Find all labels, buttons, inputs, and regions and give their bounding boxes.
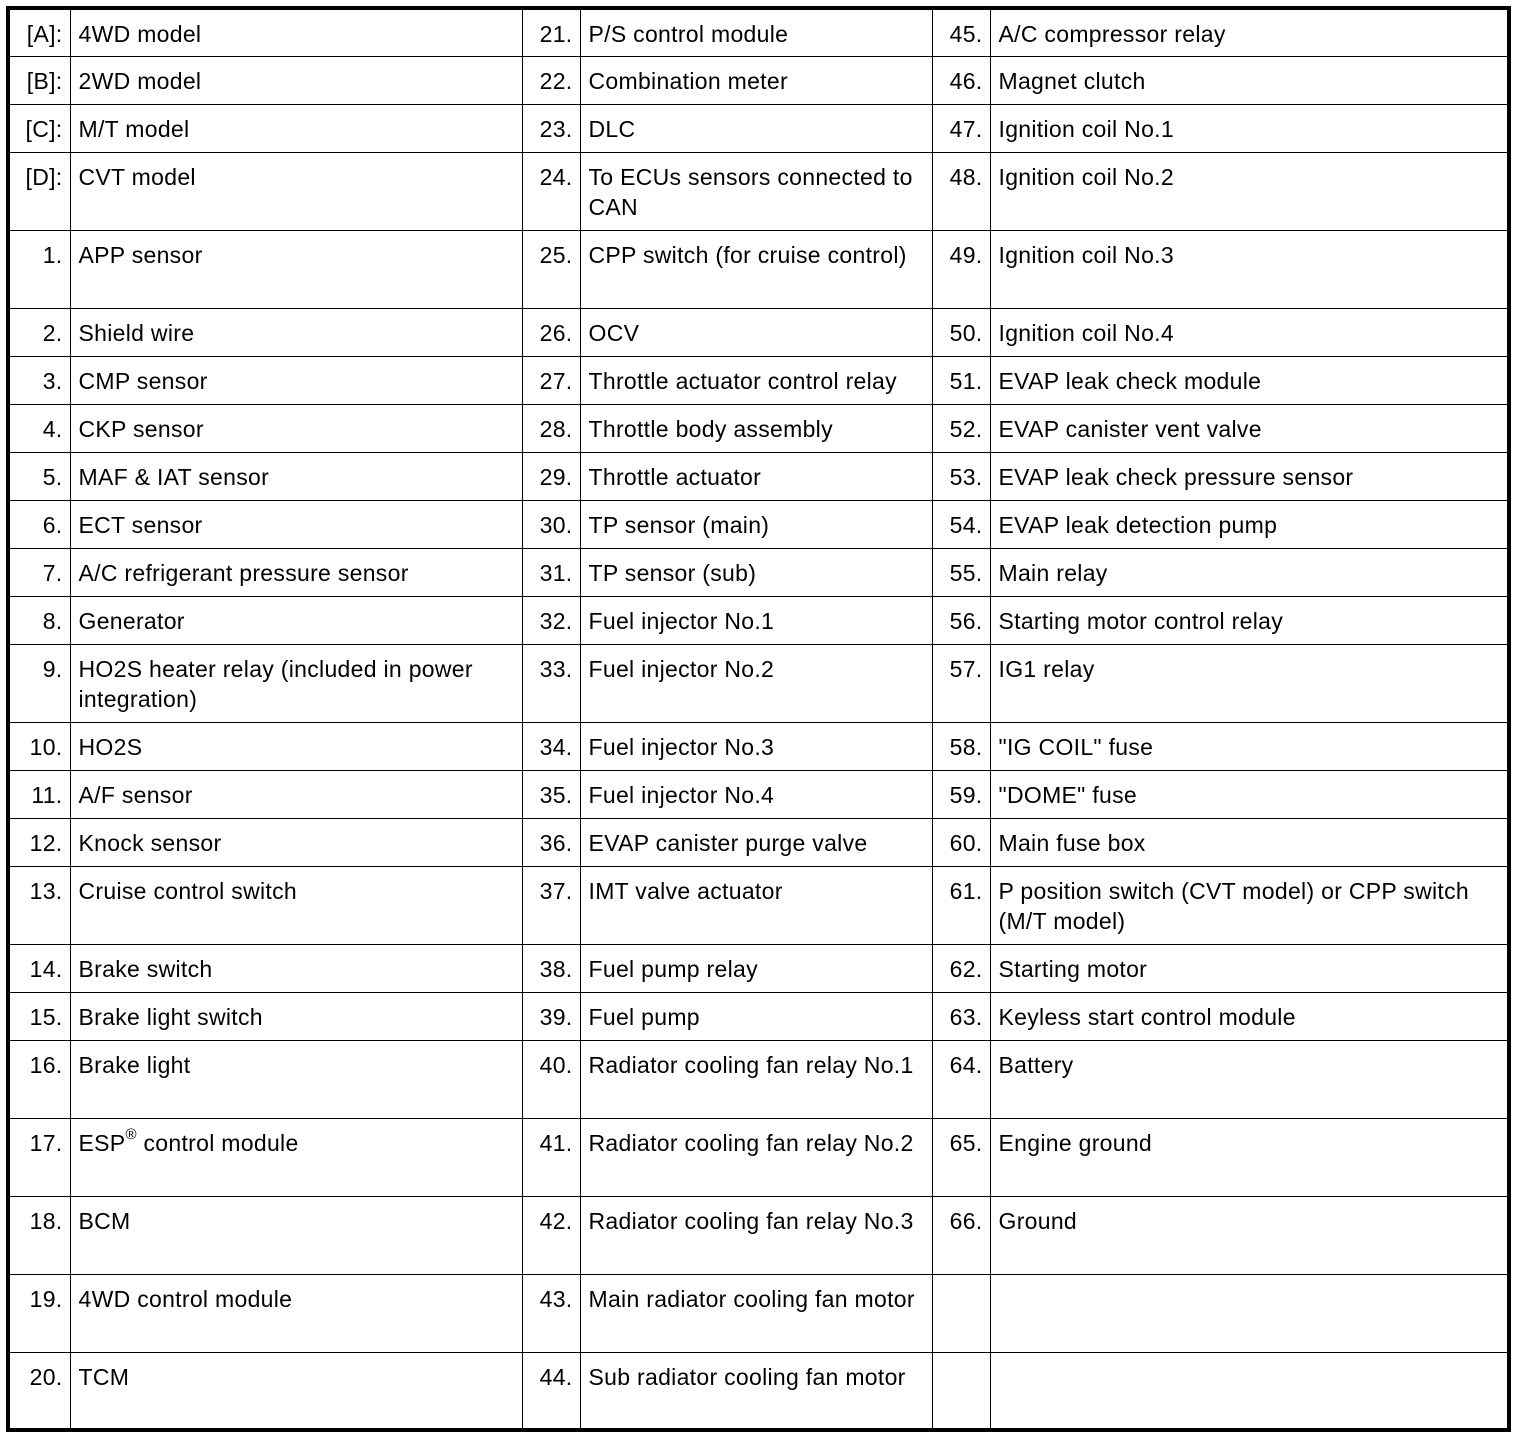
item-number: 25.: [522, 230, 580, 308]
item-number: 61.: [932, 866, 990, 944]
item-number: 11.: [8, 770, 70, 818]
item-label: M/T model: [70, 104, 522, 152]
item-label: Throttle actuator control relay: [580, 356, 932, 404]
item-number: 15.: [8, 992, 70, 1040]
item-number: 32.: [522, 596, 580, 644]
item-label: P/S control module: [580, 8, 932, 56]
item-number: 47.: [932, 104, 990, 152]
item-label: A/C compressor relay: [990, 8, 1509, 56]
item-label: HO2S: [70, 722, 522, 770]
item-number: 12.: [8, 818, 70, 866]
legend-row: [8, 644, 1509, 722]
item-label: Knock sensor: [70, 818, 522, 866]
item-label: Battery: [990, 1040, 1509, 1118]
item-number: 2.: [8, 308, 70, 356]
legend-row: [8, 404, 1509, 452]
item-number: 13.: [8, 866, 70, 944]
item-number: 40.: [522, 1040, 580, 1118]
item-label: IMT valve actuator: [580, 866, 932, 944]
item-label: EVAP canister purge valve: [580, 818, 932, 866]
item-number: 65.: [932, 1118, 990, 1196]
legend-row: [8, 1352, 1509, 1430]
legend-row: [8, 596, 1509, 644]
item-number: 19.: [8, 1274, 70, 1352]
registered-mark: ®: [125, 1125, 137, 1143]
legend-row: [8, 866, 1509, 944]
item-label: Starting motor: [990, 944, 1509, 992]
item-number: 28.: [522, 404, 580, 452]
item-label: Fuel injector No.2: [580, 644, 932, 722]
item-label: Ignition coil No.3: [990, 230, 1509, 308]
item-label: TP sensor (sub): [580, 548, 932, 596]
item-label: EVAP leak detection pump: [990, 500, 1509, 548]
item-number: 7.: [8, 548, 70, 596]
legend-row: [8, 56, 1509, 104]
item-label: Fuel pump: [580, 992, 932, 1040]
item-number: 52.: [932, 404, 990, 452]
legend-row: [8, 944, 1509, 992]
item-label: Ignition coil No.2: [990, 152, 1509, 230]
item-label: EVAP canister vent valve: [990, 404, 1509, 452]
item-number: [D]:: [8, 152, 70, 230]
legend-row: [8, 104, 1509, 152]
item-label: P position switch (CVT model) or CPP switch (M/T model): [990, 866, 1509, 944]
item-number: 59.: [932, 770, 990, 818]
item-number: 6.: [8, 500, 70, 548]
item-number: 57.: [932, 644, 990, 722]
item-number: 53.: [932, 452, 990, 500]
item-label: Fuel pump relay: [580, 944, 932, 992]
item-label: Cruise control switch: [70, 866, 522, 944]
item-number: 9.: [8, 644, 70, 722]
item-number: 49.: [932, 230, 990, 308]
item-number: 3.: [8, 356, 70, 404]
item-number: 44.: [522, 1352, 580, 1430]
item-label: OCV: [580, 308, 932, 356]
item-number: 16.: [8, 1040, 70, 1118]
item-label: MAF & IAT sensor: [70, 452, 522, 500]
item-label: Radiator cooling fan relay No.2: [580, 1118, 932, 1196]
item-number: 17.: [8, 1118, 70, 1196]
item-number: [B]:: [8, 56, 70, 104]
item-number: 10.: [8, 722, 70, 770]
item-number: 51.: [932, 356, 990, 404]
item-number: [932, 1274, 990, 1352]
legend-body: [8, 8, 1509, 1430]
item-label: Main radiator cooling fan motor: [580, 1274, 932, 1352]
item-number: 33.: [522, 644, 580, 722]
item-number: [C]:: [8, 104, 70, 152]
item-number: 50.: [932, 308, 990, 356]
item-number: 58.: [932, 722, 990, 770]
legend-row: [8, 1040, 1509, 1118]
legend-row: [8, 992, 1509, 1040]
item-label: A/F sensor: [70, 770, 522, 818]
item-label: Sub radiator cooling fan motor: [580, 1352, 932, 1430]
item-number: 66.: [932, 1196, 990, 1274]
item-label: Generator: [70, 596, 522, 644]
item-label: Combination meter: [580, 56, 932, 104]
legend-row: [8, 1196, 1509, 1274]
item-number: 22.: [522, 56, 580, 104]
item-label: 2WD model: [70, 56, 522, 104]
item-label: Radiator cooling fan relay No.1: [580, 1040, 932, 1118]
item-label: Radiator cooling fan relay No.3: [580, 1196, 932, 1274]
item-number: 63.: [932, 992, 990, 1040]
item-label: DLC: [580, 104, 932, 152]
item-label: "IG COIL" fuse: [990, 722, 1509, 770]
item-number: 8.: [8, 596, 70, 644]
legend-row: [8, 548, 1509, 596]
item-label: 4WD model: [70, 8, 522, 56]
legend-row: [8, 722, 1509, 770]
legend-row: [8, 356, 1509, 404]
item-number: 54.: [932, 500, 990, 548]
item-number: 64.: [932, 1040, 990, 1118]
item-label: EVAP leak check module: [990, 356, 1509, 404]
item-label: IG1 relay: [990, 644, 1509, 722]
item-label: Fuel injector No.1: [580, 596, 932, 644]
item-label: A/C refrigerant pressure sensor: [70, 548, 522, 596]
component-legend-table: [6, 6, 1511, 1432]
item-label: Starting motor control relay: [990, 596, 1509, 644]
legend-row: [8, 1118, 1509, 1196]
item-number: 56.: [932, 596, 990, 644]
item-number: 23.: [522, 104, 580, 152]
item-number: 62.: [932, 944, 990, 992]
legend-row: [8, 152, 1509, 230]
item-number: 37.: [522, 866, 580, 944]
item-number: 27.: [522, 356, 580, 404]
item-label: [990, 1352, 1509, 1430]
legend-row: [8, 230, 1509, 308]
item-label: CMP sensor: [70, 356, 522, 404]
item-number: 20.: [8, 1352, 70, 1430]
item-label: BCM: [70, 1196, 522, 1274]
item-label: TP sensor (main): [580, 500, 932, 548]
item-label: Main fuse box: [990, 818, 1509, 866]
item-label: CKP sensor: [70, 404, 522, 452]
item-label: ESP® control module: [70, 1118, 522, 1196]
item-label: Magnet clutch: [990, 56, 1509, 104]
item-number: 5.: [8, 452, 70, 500]
item-number: [932, 1352, 990, 1430]
item-label: 4WD control module: [70, 1274, 522, 1352]
item-number: 45.: [932, 8, 990, 56]
item-label: APP sensor: [70, 230, 522, 308]
legend-row: [8, 770, 1509, 818]
item-number: 1.: [8, 230, 70, 308]
item-label: Ignition coil No.4: [990, 308, 1509, 356]
item-number: 4.: [8, 404, 70, 452]
item-number: 42.: [522, 1196, 580, 1274]
item-label: EVAP leak check pressure sensor: [990, 452, 1509, 500]
item-number: 14.: [8, 944, 70, 992]
item-label: Ignition coil No.1: [990, 104, 1509, 152]
item-number: 30.: [522, 500, 580, 548]
item-number: 48.: [932, 152, 990, 230]
item-label: Throttle actuator: [580, 452, 932, 500]
item-number: 36.: [522, 818, 580, 866]
item-number: 18.: [8, 1196, 70, 1274]
item-label: Brake switch: [70, 944, 522, 992]
item-label: Fuel injector No.4: [580, 770, 932, 818]
item-number: 21.: [522, 8, 580, 56]
legend-row: [8, 500, 1509, 548]
item-number: 46.: [932, 56, 990, 104]
item-number: [A]:: [8, 8, 70, 56]
legend-row: [8, 818, 1509, 866]
item-number: 43.: [522, 1274, 580, 1352]
item-label: Main relay: [990, 548, 1509, 596]
item-number: 60.: [932, 818, 990, 866]
item-label: "DOME" fuse: [990, 770, 1509, 818]
legend-row: [8, 308, 1509, 356]
item-number: 29.: [522, 452, 580, 500]
item-number: 34.: [522, 722, 580, 770]
item-number: 55.: [932, 548, 990, 596]
item-number: 26.: [522, 308, 580, 356]
item-number: 41.: [522, 1118, 580, 1196]
legend-row: [8, 1274, 1509, 1352]
item-number: 24.: [522, 152, 580, 230]
item-label: Ground: [990, 1196, 1509, 1274]
item-label: TCM: [70, 1352, 522, 1430]
item-label: Fuel injector No.3: [580, 722, 932, 770]
item-number: 31.: [522, 548, 580, 596]
item-label: CVT model: [70, 152, 522, 230]
item-label: ECT sensor: [70, 500, 522, 548]
item-number: 35.: [522, 770, 580, 818]
item-label: Throttle body assembly: [580, 404, 932, 452]
item-label: Keyless start control module: [990, 992, 1509, 1040]
legend-row: [8, 452, 1509, 500]
item-number: 39.: [522, 992, 580, 1040]
item-label: HO2S heater relay (included in power integration): [70, 644, 522, 722]
item-number: 38.: [522, 944, 580, 992]
item-label: Brake light switch: [70, 992, 522, 1040]
item-label: Shield wire: [70, 308, 522, 356]
item-label: [990, 1274, 1509, 1352]
item-label: CPP switch (for cruise control): [580, 230, 932, 308]
item-label: Brake light: [70, 1040, 522, 1118]
item-label: Engine ground: [990, 1118, 1509, 1196]
item-label: To ECUs sensors connected to CAN: [580, 152, 932, 230]
legend-row: [8, 8, 1509, 56]
